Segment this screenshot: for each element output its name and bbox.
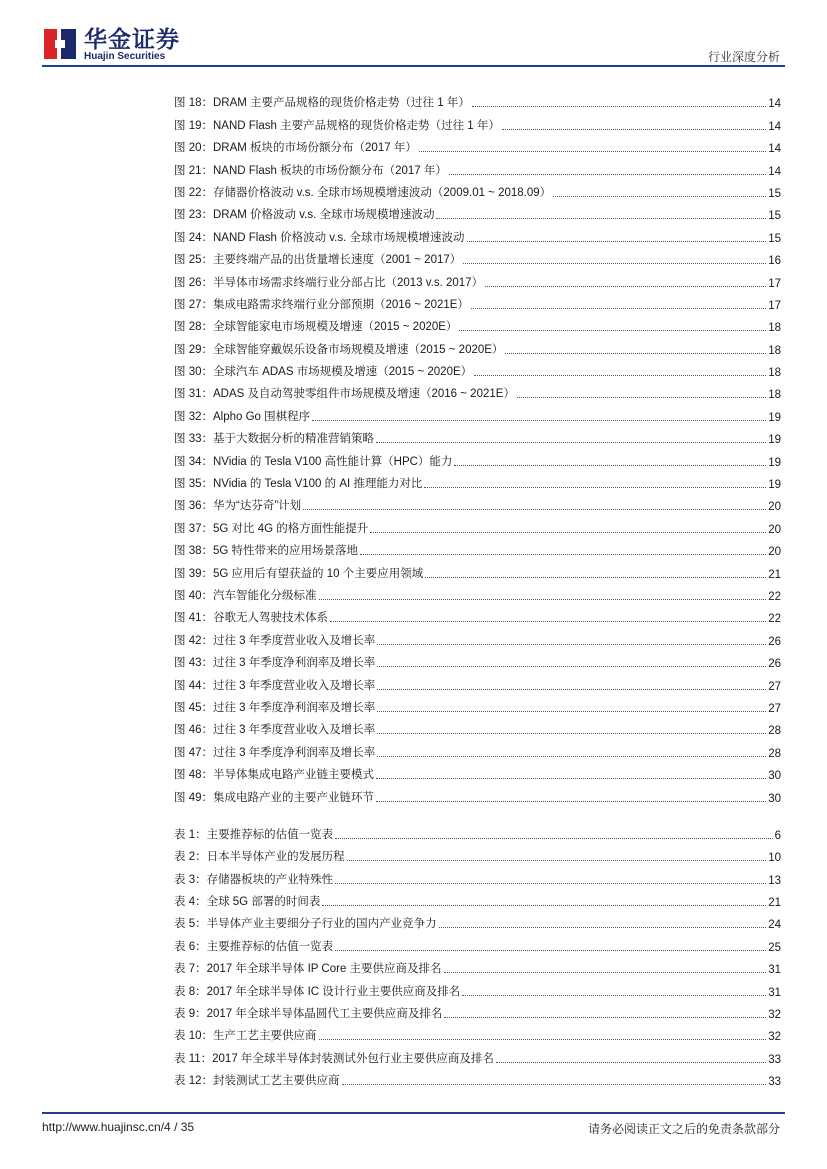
dot-leader — [377, 732, 766, 734]
toc-entry-title: 图 40：汽车智能化分级标准 — [174, 589, 317, 602]
toc-entry-title: 表 10：生产工艺主要供应商 — [174, 1030, 317, 1043]
figure-toc-entry[interactable] — [174, 290, 781, 312]
dot-leader — [444, 1016, 766, 1018]
table-list — [174, 820, 781, 1089]
toc-entry-title: 图 35：NVidia 的 Tesla V100 的 AI 推理能力对比 — [174, 478, 423, 491]
toc-entry-page: 14 — [768, 143, 781, 156]
toc-entry-title: 图 21：NAND Flash 板块的市场份额分布（2017 年） — [174, 164, 447, 177]
toc-entry-title: 图 19：NAND Flash 主要产品规格的现货价格走势（过往 1 年） — [174, 119, 500, 132]
dot-leader — [472, 105, 766, 107]
toc-entry-page: 22 — [768, 590, 781, 603]
toc-entry-page: 19 — [768, 411, 781, 424]
toc-entry-title: 表 6：主要推荐标的估值一览表 — [174, 940, 334, 953]
dot-leader — [370, 531, 766, 533]
toc-entry-page: 22 — [768, 613, 781, 626]
dot-leader — [312, 419, 766, 421]
logo-chinese-name: 华金证券 — [84, 26, 180, 52]
dot-leader — [419, 150, 766, 152]
table-toc-entry[interactable] — [174, 887, 781, 909]
figure-toc-entry[interactable] — [174, 603, 781, 625]
table-toc-entry[interactable] — [174, 864, 781, 886]
dot-leader — [322, 904, 766, 906]
figure-toc-entry[interactable] — [174, 133, 781, 155]
figure-toc-entry[interactable] — [174, 513, 781, 535]
dot-leader — [485, 285, 766, 287]
table-toc-entry[interactable] — [174, 999, 781, 1021]
figure-toc-entry[interactable] — [174, 334, 781, 356]
toc-entry-page: 27 — [768, 702, 781, 715]
toc-entry-title: 表 5：半导体产业主要细分子行业的国内产业竞争力 — [174, 918, 437, 931]
toc-entry-page: 30 — [768, 792, 781, 805]
toc-entry-page: 14 — [768, 98, 781, 111]
figure-toc-entry[interactable] — [174, 267, 781, 289]
toc-entry-page: 25 — [768, 941, 781, 954]
footer-url-page[interactable]: http://www.huajinsc.cn/4 / 35 — [42, 1120, 195, 1134]
dot-leader — [377, 665, 766, 667]
figure-toc-entry[interactable] — [174, 782, 781, 804]
toc-entry-page: 28 — [768, 725, 781, 738]
toc-entry-page: 14 — [768, 120, 781, 133]
toc-entry-page: 18 — [768, 367, 781, 380]
figure-toc-entry[interactable] — [174, 424, 781, 446]
toc-entry-page: 21 — [768, 897, 781, 910]
table-toc-entry[interactable] — [174, 1066, 781, 1088]
toc-entry-page: 19 — [768, 479, 781, 492]
toc-entry-title: 图 28：全球智能家电市场规模及增速（2015 ~ 2020E） — [174, 321, 458, 334]
toc-entry-title: 图 22：存储器价格波动 v.s. 全球市场规模增速波动（2009.01 ~ 2018.09） — [174, 186, 552, 199]
dot-leader — [342, 1083, 767, 1085]
toc-entry-title: 图 38：5G 特性带来的应用场景落地 — [174, 545, 359, 558]
dot-leader — [444, 971, 767, 973]
dot-leader — [454, 464, 766, 466]
table-toc-entry[interactable] — [174, 1021, 781, 1043]
dot-leader — [319, 1038, 767, 1040]
toc-entry-page: 17 — [768, 299, 781, 312]
toc-entry-page: 13 — [768, 874, 781, 887]
toc-entry-page: 33 — [768, 1053, 781, 1066]
table-toc-entry[interactable] — [174, 842, 781, 864]
toc-entry-page: 19 — [768, 456, 781, 469]
toc-entry-page: 10 — [768, 852, 781, 865]
dot-leader — [303, 508, 766, 510]
table-toc-entry[interactable] — [174, 820, 781, 842]
dot-leader — [360, 553, 766, 555]
toc-entry-page: 20 — [768, 546, 781, 559]
dot-leader — [377, 710, 766, 712]
dot-leader — [496, 1061, 766, 1063]
toc-entry-title: 图 34：NVidia 的 Tesla V100 高性能计算（HPC）能力 — [174, 455, 453, 468]
toc-entry-page: 16 — [768, 255, 781, 268]
toc-entry-title: 图 49：集成电路产业的主要产业链环节 — [174, 791, 374, 804]
figure-toc-entry[interactable] — [174, 491, 781, 513]
table-toc-entry[interactable] — [174, 931, 781, 953]
dot-leader — [553, 195, 766, 197]
figure-toc-entry[interactable] — [174, 737, 781, 759]
toc-entry-title: 图 36：华为“达芬奇”计划 — [174, 500, 302, 513]
footer-divider — [42, 1112, 785, 1114]
dot-leader — [463, 262, 766, 264]
figure-toc-entry[interactable] — [174, 312, 781, 334]
dot-leader — [467, 240, 767, 242]
figure-toc-entry[interactable] — [174, 155, 781, 177]
figure-toc-entry[interactable] — [174, 401, 781, 423]
toc-entry-title: 图 47：过往 3 年季度净利润率及增长率 — [174, 746, 376, 759]
dot-leader — [449, 173, 766, 175]
toc-entry-title: 表 2：日本半导体产业的发展历程 — [174, 851, 345, 864]
disclaimer-notice: 请务必阅读正文之后的免责条款部分 — [587, 1122, 780, 1136]
toc-entry-title: 图 26：半导体市场需求终端行业分部占比（2013 v.s. 2017） — [174, 276, 484, 289]
figure-toc-entry[interactable] — [174, 693, 781, 715]
dot-leader — [517, 396, 766, 398]
dot-leader — [335, 949, 766, 951]
toc-entry-page: 15 — [768, 187, 781, 200]
figure-toc-entry[interactable] — [174, 536, 781, 558]
toc-entry-title: 表 12：封装测试工艺主要供应商 — [174, 1075, 340, 1088]
dot-leader — [462, 994, 766, 996]
dot-leader — [376, 441, 766, 443]
figure-toc-entry[interactable] — [174, 715, 781, 737]
toc-entry-page: 32 — [768, 1009, 781, 1022]
toc-entry-title: 图 48：半导体集成电路产业链主要模式 — [174, 769, 374, 782]
toc-entry-title: 图 33：基于大数据分析的精准营销策略 — [174, 433, 374, 446]
figure-toc-entry[interactable] — [174, 670, 781, 692]
dot-leader — [376, 800, 766, 802]
dot-leader — [459, 329, 766, 331]
report-type-label: 行业深度分析 — [707, 50, 780, 64]
toc-entry-page: 32 — [768, 1031, 781, 1044]
toc-entry-page: 31 — [768, 986, 781, 999]
figure-toc-entry[interactable] — [174, 222, 781, 244]
toc-entry-page: 20 — [768, 523, 781, 536]
dot-leader — [436, 217, 766, 219]
toc-entry-title: 图 42：过往 3 年季度营业收入及增长率 — [174, 634, 376, 647]
figure-toc-entry[interactable] — [174, 88, 781, 110]
toc-entry-title: 图 37：5G 对比 4G 的格方面性能提升 — [174, 522, 369, 535]
toc-entry-title: 图 41：谷歌无人驾驶技术体系 — [174, 612, 328, 625]
toc-entry-page: 15 — [768, 232, 781, 245]
toc-entry-page: 6 — [774, 829, 781, 842]
figure-toc-entry[interactable] — [174, 245, 781, 267]
dot-leader — [335, 837, 773, 839]
toc-entry-title: 表 4：全球 5G 部署的时间表 — [174, 896, 321, 909]
toc-entry-page: 19 — [768, 434, 781, 447]
toc-entry-title: 表 9：2017 年全球半导体晶圆代工主要供应商及排名 — [174, 1008, 443, 1021]
dot-leader — [335, 882, 766, 884]
toc-entry-title: 图 46：过往 3 年季度营业收入及增长率 — [174, 724, 376, 737]
toc-entry-page: 28 — [768, 747, 781, 760]
dot-leader — [377, 688, 766, 690]
figure-toc-entry[interactable] — [174, 200, 781, 222]
dot-leader — [471, 307, 766, 309]
list-separator — [174, 805, 781, 820]
dot-leader — [330, 620, 766, 622]
toc-entry-page: 18 — [768, 322, 781, 335]
toc-entry-page: 18 — [768, 389, 781, 402]
dot-leader — [505, 352, 766, 354]
figure-toc-entry[interactable] — [174, 469, 781, 491]
toc-entry-page: 18 — [768, 344, 781, 357]
huajin-logo-icon — [42, 26, 78, 62]
figure-toc-entry[interactable] — [174, 379, 781, 401]
toc-entry-page: 33 — [768, 1076, 781, 1089]
dot-leader — [376, 777, 766, 779]
toc-entry-title: 图 29：全球智能穿戴娱乐设备市场规模及增速（2015 ~ 2020E） — [174, 343, 504, 356]
toc-entry-page: 21 — [768, 568, 781, 581]
header-divider — [42, 65, 785, 67]
figure-toc-entry[interactable] — [174, 357, 781, 379]
toc-entry-page: 15 — [768, 210, 781, 223]
toc-entry-title: 图 27：集成电路需求终端行业分部预期（2016 ~ 2021E） — [174, 298, 469, 311]
dot-leader — [425, 576, 766, 578]
toc-entry-page: 20 — [768, 501, 781, 514]
toc-entry-page: 24 — [768, 919, 781, 932]
toc-entry-page: 26 — [768, 658, 781, 671]
toc-entry-page: 27 — [768, 680, 781, 693]
toc-entry-page: 26 — [768, 635, 781, 648]
toc-entry-page: 31 — [768, 964, 781, 977]
figure-toc-entry[interactable] — [174, 648, 781, 670]
figure-toc-entry[interactable] — [174, 110, 781, 132]
table-toc-entry[interactable] — [174, 976, 781, 998]
toc-entry-title: 图 30：全球汽车 ADAS 市场规模及增速（2015 ~ 2020E） — [174, 366, 473, 379]
toc-entry-title: 图 31：ADAS 及自动驾驶零组件市场规模及增速（2016 ~ 2021E） — [174, 388, 515, 401]
toc-entry-title: 图 20：DRAM 板块的市场份额分布（2017 年） — [174, 142, 417, 155]
dot-leader — [439, 926, 767, 928]
toc-entry-title: 表 11：2017 年全球半导体封装测试外包行业主要供应商及排名 — [174, 1052, 494, 1065]
dot-leader — [319, 598, 767, 600]
dot-leader — [424, 486, 766, 488]
figure-toc-entry[interactable] — [174, 446, 781, 468]
figure-toc-entry[interactable] — [174, 625, 781, 647]
dot-leader — [377, 755, 766, 757]
toc-entry-title: 表 7：2017 年全球半导体 IP Core 主要供应商及排名 — [174, 963, 442, 976]
toc-entry-page: 17 — [768, 277, 781, 290]
table-toc-entry[interactable] — [174, 954, 781, 976]
figure-toc-entry[interactable] — [174, 760, 781, 782]
dot-leader — [474, 374, 766, 376]
dot-leader — [347, 859, 767, 861]
table-of-contents — [174, 88, 781, 1088]
toc-entry-title: 图 43：过往 3 年季度净利润率及增长率 — [174, 657, 376, 670]
toc-entry-title: 图 32：Alpho Go 围棋程序 — [174, 410, 311, 423]
logo-english-name: Huajin Securities — [84, 51, 166, 62]
toc-entry-title: 图 39：5G 应用后有望获益的 10 个主要应用领域 — [174, 567, 424, 580]
toc-entry-title: 表 1：主要推荐标的估值一览表 — [174, 828, 334, 841]
table-toc-entry[interactable] — [174, 1043, 781, 1065]
toc-entry-title: 图 24：NAND Flash 价格波动 v.s. 全球市场规模增速波动 — [174, 231, 465, 244]
toc-entry-title: 图 44：过往 3 年季度营业收入及增长率 — [174, 679, 376, 692]
dot-leader — [502, 128, 766, 130]
figure-toc-entry[interactable] — [174, 178, 781, 200]
toc-entry-title: 图 18：DRAM 主要产品规格的现货价格走势（过往 1 年） — [174, 97, 470, 110]
table-toc-entry[interactable] — [174, 909, 781, 931]
figure-list — [174, 88, 781, 805]
figure-toc-entry[interactable] — [174, 558, 781, 580]
toc-entry-page: 14 — [768, 165, 781, 178]
toc-entry-title: 图 23：DRAM 价格波动 v.s. 全球市场规模增速波动 — [174, 209, 435, 222]
toc-entry-title: 表 8：2017 年全球半导体 IC 设计行业主要供应商及排名 — [174, 985, 461, 998]
toc-entry-title: 图 45：过往 3 年季度净利润率及增长率 — [174, 701, 376, 714]
dot-leader — [377, 643, 766, 645]
toc-entry-page: 30 — [768, 770, 781, 783]
toc-entry-title: 图 25：主要终端产品的出货量增长速度（2001 ~ 2017） — [174, 254, 462, 267]
toc-entry-title: 表 3：存储器板块的产业特殊性 — [174, 873, 334, 886]
figure-toc-entry[interactable] — [174, 581, 781, 603]
